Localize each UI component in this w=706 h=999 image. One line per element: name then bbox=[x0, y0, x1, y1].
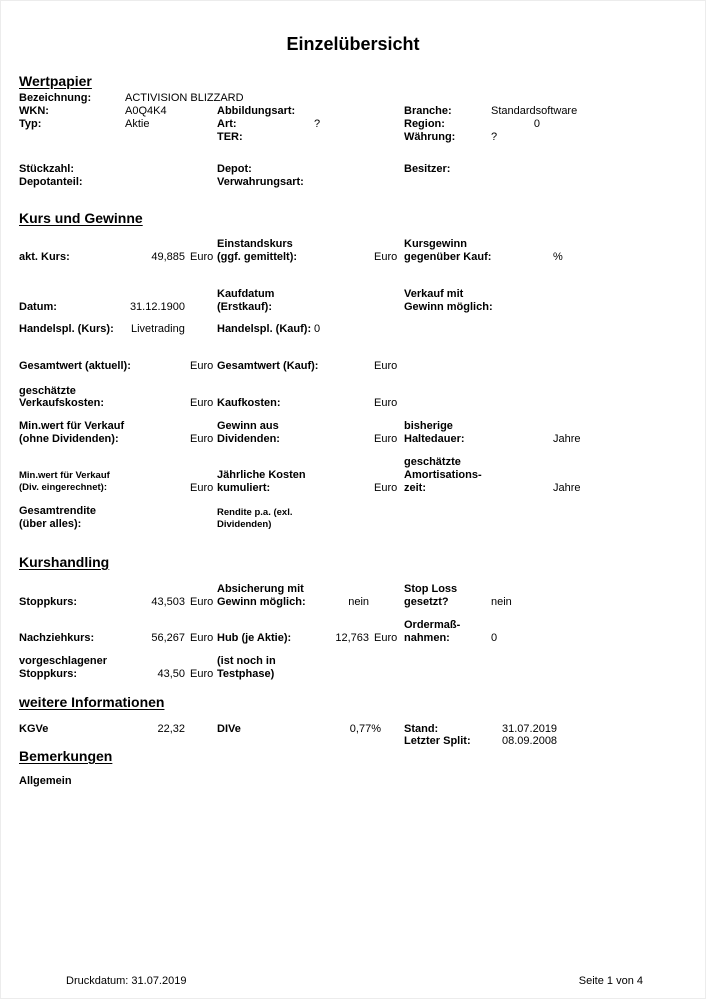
gesamtwert-kauf-label: Gesamtwert (Kauf): bbox=[217, 360, 319, 372]
minwert-ohne-label-l1: Min.wert für Verkauf bbox=[19, 420, 125, 432]
section-heading-weitere-informationen: weitere Informationen bbox=[19, 694, 165, 710]
verkauf-mit-label-l2: Gewinn möglich: bbox=[404, 301, 493, 313]
akt-kurs-label: akt. Kurs: bbox=[19, 251, 70, 263]
letzter-split-label: Letzter Split: bbox=[404, 735, 471, 747]
vorgeschlagener-stoppkurs-value: 43,50 bbox=[157, 668, 185, 680]
art-label: Art: bbox=[217, 118, 237, 130]
jaehrliche-kosten-label-l1: Jährliche Kosten bbox=[217, 469, 306, 481]
letzter-split-value: 08.09.2008 bbox=[502, 735, 558, 747]
hub-label: Hub (je Aktie): bbox=[217, 632, 292, 644]
minwert-ohne-label-l2: (ohne Dividenden): bbox=[19, 433, 119, 445]
minwert-ohne-unit: Euro bbox=[190, 433, 214, 445]
nachziehkurs-unit: Euro bbox=[190, 632, 214, 644]
datum-label: Datum: bbox=[19, 301, 57, 313]
minwert-div-label-l1: Min.wert für Verkauf bbox=[19, 470, 110, 481]
verkaufskosten-label-l2: Verkaufskosten: bbox=[19, 397, 104, 409]
stoploss-value: nein bbox=[491, 596, 512, 608]
datum-value: 31.12.1900 bbox=[129, 301, 185, 313]
footer-druckdatum: Druckdatum: 31.07.2019 bbox=[66, 975, 187, 987]
kaufdatum-label-l2: (Erstkauf): bbox=[217, 301, 273, 313]
section-heading-bemerkungen: Bemerkungen bbox=[19, 748, 113, 764]
dive-label: DIVe bbox=[217, 723, 241, 735]
jaehrliche-kosten-label-l2: kumuliert: bbox=[217, 482, 271, 494]
section-heading-kurs-und-gewinne: Kurs und Gewinne bbox=[19, 210, 143, 226]
besitzer-label: Besitzer: bbox=[404, 163, 451, 175]
waehrung-label: Währung: bbox=[404, 131, 456, 143]
kgve-value: 22,32 bbox=[157, 723, 185, 735]
haltedauer-label-l2: Haltedauer: bbox=[404, 433, 465, 445]
einstandskurs-label-l2: (ggf. gemittelt): bbox=[217, 251, 298, 263]
einstandskurs-label-l1: Einstandskurs bbox=[217, 238, 293, 250]
vorgeschlagener-stoppkurs-label-l2: Stoppkurs: bbox=[19, 668, 78, 680]
waehrung-value: ? bbox=[491, 131, 498, 143]
wkn-label: WKN: bbox=[19, 105, 49, 117]
rendite-pa-label-l1: Rendite p.a. (exl. bbox=[217, 507, 293, 518]
gesamtwert-aktuell-label: Gesamtwert (aktuell): bbox=[19, 360, 131, 372]
vorgeschlagener-stoppkurs-unit: Euro bbox=[190, 668, 214, 680]
depot-label: Depot: bbox=[217, 163, 252, 175]
absicherung-value: nein bbox=[348, 596, 369, 608]
verkaufskosten-label-l1: geschätzte bbox=[19, 385, 76, 397]
ordermassnahmen-value: 0 bbox=[491, 632, 498, 644]
allgemein-label: Allgemein bbox=[19, 775, 72, 787]
amortisation-label-l3: zeit: bbox=[404, 482, 426, 494]
kgve-label: KGVe bbox=[19, 723, 49, 735]
einstandskurs-unit: Euro bbox=[374, 251, 398, 263]
nachziehkurs-value: 56,267 bbox=[151, 632, 185, 644]
section-heading-kurshandling: Kurshandling bbox=[19, 554, 110, 570]
kursgewinn-unit: % bbox=[553, 251, 563, 263]
stoploss-label-l2: gesetzt? bbox=[404, 596, 449, 608]
gesamtrendite-label-l1: Gesamtrendite bbox=[19, 505, 97, 517]
footer-seite: Seite 1 von 4 bbox=[578, 975, 643, 987]
minwert-div-unit: Euro bbox=[190, 482, 214, 494]
section-heading-wertpapier: Wertpapier bbox=[19, 73, 92, 89]
page-title: Einzelübersicht bbox=[286, 34, 420, 54]
gesamtrendite-label-l2: (über alles): bbox=[19, 518, 82, 530]
verkauf-mit-label-l1: Verkauf mit bbox=[404, 288, 464, 300]
gewinn-dividenden-label-l2: Dividenden: bbox=[217, 433, 280, 445]
stoppkurs-label: Stoppkurs: bbox=[19, 596, 78, 608]
region-value: 0 bbox=[533, 118, 540, 130]
vorgeschlagener-stoppkurs-label-l1: vorgeschlagener bbox=[19, 655, 108, 667]
art-value: ? bbox=[314, 118, 321, 130]
amortisation-label-l2: Amortisations- bbox=[404, 469, 482, 481]
amortisation-label-l1: geschätzte bbox=[404, 456, 461, 468]
branche-value: Standardsoftware bbox=[491, 105, 578, 117]
gesamtwert-kauf-unit: Euro bbox=[374, 360, 398, 372]
kaufkosten-label: Kaufkosten: bbox=[217, 397, 281, 409]
gewinn-dividenden-unit: Euro bbox=[374, 433, 398, 445]
kursgewinn-label-l1: Kursgewinn bbox=[404, 238, 467, 250]
kursgewinn-label-l2: gegenüber Kauf: bbox=[404, 251, 492, 263]
gewinn-dividenden-label-l1: Gewinn aus bbox=[217, 420, 279, 432]
verkaufskosten-unit: Euro bbox=[190, 397, 214, 409]
akt-kurs-unit: Euro bbox=[190, 251, 214, 263]
amortisation-unit: Jahre bbox=[553, 482, 581, 494]
ordermassnahmen-label-l2: nahmen: bbox=[404, 632, 450, 644]
typ-label: Typ: bbox=[19, 118, 42, 130]
typ-value: Aktie bbox=[125, 118, 150, 130]
haltedauer-unit: Jahre bbox=[553, 433, 581, 445]
nachziehkurs-label: Nachziehkurs: bbox=[19, 632, 95, 644]
handelspl-kauf-label: Handelspl. (Kauf): bbox=[217, 323, 312, 335]
stueckzahl-label: Stückzahl: bbox=[19, 163, 75, 175]
branche-label: Branche: bbox=[404, 105, 452, 117]
akt-kurs-value: 49,885 bbox=[151, 251, 185, 263]
absicherung-label-l2: Gewinn möglich: bbox=[217, 596, 306, 608]
stoploss-label-l1: Stop Loss bbox=[404, 583, 458, 595]
stoppkurs-value: 43,503 bbox=[151, 596, 185, 608]
ordermassnahmen-label-l1: Ordermaß- bbox=[404, 619, 461, 631]
verwahrungsart-label: Verwahrungsart: bbox=[217, 176, 304, 188]
hub-value: 12,763 bbox=[335, 632, 369, 644]
minwert-div-label-l2: (Div. eingerechnet): bbox=[19, 482, 107, 493]
handelspl-kauf-value: 0 bbox=[314, 323, 321, 335]
region-label: Region: bbox=[404, 118, 445, 130]
testphase-label-l2: Testphase) bbox=[217, 668, 275, 680]
depotanteil-label: Depotanteil: bbox=[19, 176, 83, 188]
stand-value: 31.07.2019 bbox=[502, 723, 558, 735]
wkn-value: A0Q4K4 bbox=[125, 105, 167, 117]
kaufdatum-label-l1: Kaufdatum bbox=[217, 288, 275, 300]
stand-label: Stand: bbox=[404, 723, 439, 735]
jaehrliche-kosten-unit: Euro bbox=[374, 482, 398, 494]
kaufkosten-unit: Euro bbox=[374, 397, 398, 409]
ter-label: TER: bbox=[217, 131, 243, 143]
rendite-pa-label-l2: Dividenden) bbox=[217, 519, 272, 530]
abbildungsart-label: Abbildungsart: bbox=[217, 105, 296, 117]
hub-unit: Euro bbox=[374, 632, 398, 644]
stoppkurs-unit: Euro bbox=[190, 596, 214, 608]
bezeichnung-value: ACTIVISION BLIZZARD bbox=[125, 92, 244, 104]
absicherung-label-l1: Absicherung mit bbox=[217, 583, 304, 595]
gesamtwert-aktuell-unit: Euro bbox=[190, 360, 214, 372]
haltedauer-label-l1: bisherige bbox=[404, 420, 453, 432]
testphase-label-l1: (ist noch in bbox=[217, 655, 276, 667]
handelspl-kurs-value: Livetrading bbox=[131, 323, 185, 335]
bezeichnung-label: Bezeichnung: bbox=[19, 92, 92, 104]
dive-value: 0,77% bbox=[349, 723, 381, 735]
handelspl-kurs-label: Handelspl. (Kurs): bbox=[19, 323, 114, 335]
